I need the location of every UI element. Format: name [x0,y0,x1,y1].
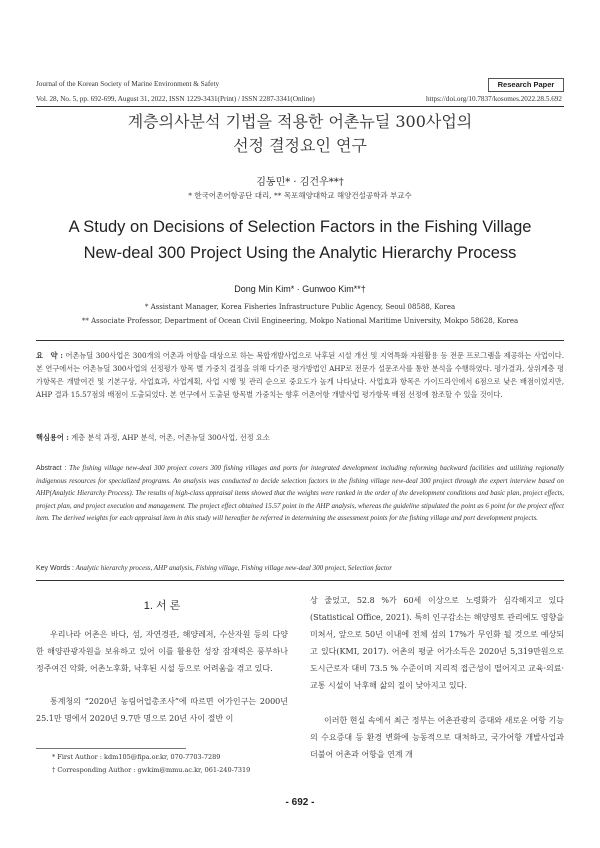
header-rule [36,106,564,107]
keywords-ko-label: 핵심용어 : [36,433,69,442]
title-en-line1: A Study on Decisions of Selection Factors in the Fishing Village [68,218,532,236]
abstract-top-rule [36,340,564,341]
authors-en: Dong Min Kim* · Gunwoo Kim**† [234,284,366,294]
keywords-ko [36,431,564,444]
left-col-para2: 통계청의 “2020년 농림어업총조사”에 따르면 어가인구는 2000년 25.1만 명에서 2020년 9.7만 명으로 20년 사이 절반 이 [36,697,288,723]
title-en-line2: New-deal 300 Project Using the Analytic Hierarchy Process [83,244,517,262]
section-heading: 1. 서 론 [143,600,181,612]
keywords-ko-text: 계층 분석 과정, AHP 분석, 어촌, 어촌뉴딜 300사업, 선정 요소 [71,433,270,442]
affiliation-ko: * 한국어촌어항공단 대리, ** 목포해양대학교 해양건설공학과 부교수 [188,191,412,200]
abstract-ko-text: 어촌뉴딜 300사업은 300개의 어촌과 어항을 대상으로 하는 복합개발사업으로 낙후된 시설 개선 및 지역특화 자원활용 등 전문 프로그램을 제공하는 사업이다. 본 연구에서는 어촌뉴딜 300사업의 선정평가 항목 별 가중치 결정을 위해 다기준 평가방법인 AHP로 전문가 설문조사를 통한 분석을 수행하였다. 평가결과, 상위계층 평가항목은 개발여건 및 기본구상, 사업효과, 사업계획, 사업 시행 및 관리 순으로 중요도가 높게 나타났다. 사업효과 항목은 가이드라인에서 6점으로 낮은 배점이었지만, AHP 결과 15.57점의 배점이 도출되었다. 본 연구에서 도출된 항목별 가중치는 향후 어촌어항 개발사업 평가항목 배점 선정에 참조할 수 있을 것이다. [36,351,564,399]
abstract-bottom-rule [36,580,564,581]
doi-link[interactable]: https://doi.org/10.7837/kosomes.2022.28.5.692 [425,95,562,103]
abstract-ko [36,349,564,401]
footnote-rule [36,748,186,749]
title-ko-line2: 선정 결정요인 연구 [233,136,367,155]
journal-name: Journal of the Korean Society of Marine Environment & Safety [36,80,220,88]
footnote-first-author: * First Author : kdm105@fipa.or.kr, 070-7703-7289 [52,753,221,761]
authors-ko: 김동민* · 김건우**† [256,177,344,188]
abstract-en-text: The fishing village new-deal 300 project covers 300 fishing villages and ports for integrated development including reforming backward facilities and utilizing regionally indigenous resources for specialized programs. An analysis was conducted to decide selection factors in the fishing village new-deal 300 project through the expert interview based on AHP(Analytic Hierarchy Process). The results of high-class appraisal items showed that the weights were ranked in the order of the development conditions and basic plan, project effects, project plan, and project execution and management. The project effect obtained 15.57 point in the AHP analysis, whereas the guideline stipulated the point as 6 point for the project effect item. The derived weights for each appraisal item in this study will hereafter be referred in determining the assessment points for the fishing village and port development projects. [36,464,564,522]
volume-line: Vol. 28, No. 5, pp. 692-699, August 31, 2022, ISSN 1229-3431(Print) / ISSN 2287-3341(Online) [36,95,315,103]
research-paper-badge: Research Paper [488,78,564,92]
keywords-en [36,562,564,575]
title-ko-line1: 계층의사분석 기법을 적용한 어촌뉴딜 300사업의 [127,112,473,131]
right-col-para1: 상 줄었고, 52.8 %가 60세 이상으로 노령화가 심각해지고 있다(Statistical Office, 2021). 특히 인구감소는 해양영토 관리에도 영향을 미쳐서, 앞으로 50년 이내에 전체 섬의 17%가 무인화 될 것으로 예상되고 있다(KMI, 2017). 어촌의 평균 어가소득은 2020년 5,319만원으로 도시근로자 대비 73.5 % 수준이며 지리적 접근성이 떨어지고 교육·의료·교통 시설이 낙후해 삶의 질이 낮아지고 있다. [310,596,564,690]
abstract-en-label: Abstract : [36,465,67,472]
affiliation-en-line1: * Assistant Manager, Korea Fisheries Infrastructure Public Agency, Seoul 08588, Korea [144,303,456,311]
left-col-para1: 우리나라 어촌은 바다, 섬, 자연경관, 해양레저, 수산자원 등의 다양한 해양관광자원을 보유하고 있어 이를 활용한 성장 잠재력은 풍부하나 정주여건 악화, 어촌노후화, 낙후된 시설 등으로 어려움을 겪고 있다. [36,630,288,673]
footnote-corresponding-author: † Corresponding Author : gwkim@mmu.ac.kr, 061-240-7319 [52,766,251,774]
right-col-para2: 이러한 현실 속에서 최근 정부는 어촌관광의 증대와 새로운 어항 기능의 수요증대 등 환경 변화에 능동적으로 대처하고, 국가어항 개발사업과 더불어 어촌과 어항을 연계 개 [310,716,564,759]
affiliation-en-line2: ** Associate Professor, Department of Ocean Civil Engineering, Mokpo National Maritime University, Mokpo 58628, Korea [81,317,519,325]
abstract-ko-label: 요 약 : [36,351,63,360]
keywords-en-text: Analytic hierarchy process, AHP analysis, Fishing village, Fishing village new-deal 300 project, Selection factor [75,564,393,572]
page-number: - 692 - [285,797,315,808]
abstract-en [36,462,564,524]
keywords-en-label: Key Words : [36,565,74,572]
